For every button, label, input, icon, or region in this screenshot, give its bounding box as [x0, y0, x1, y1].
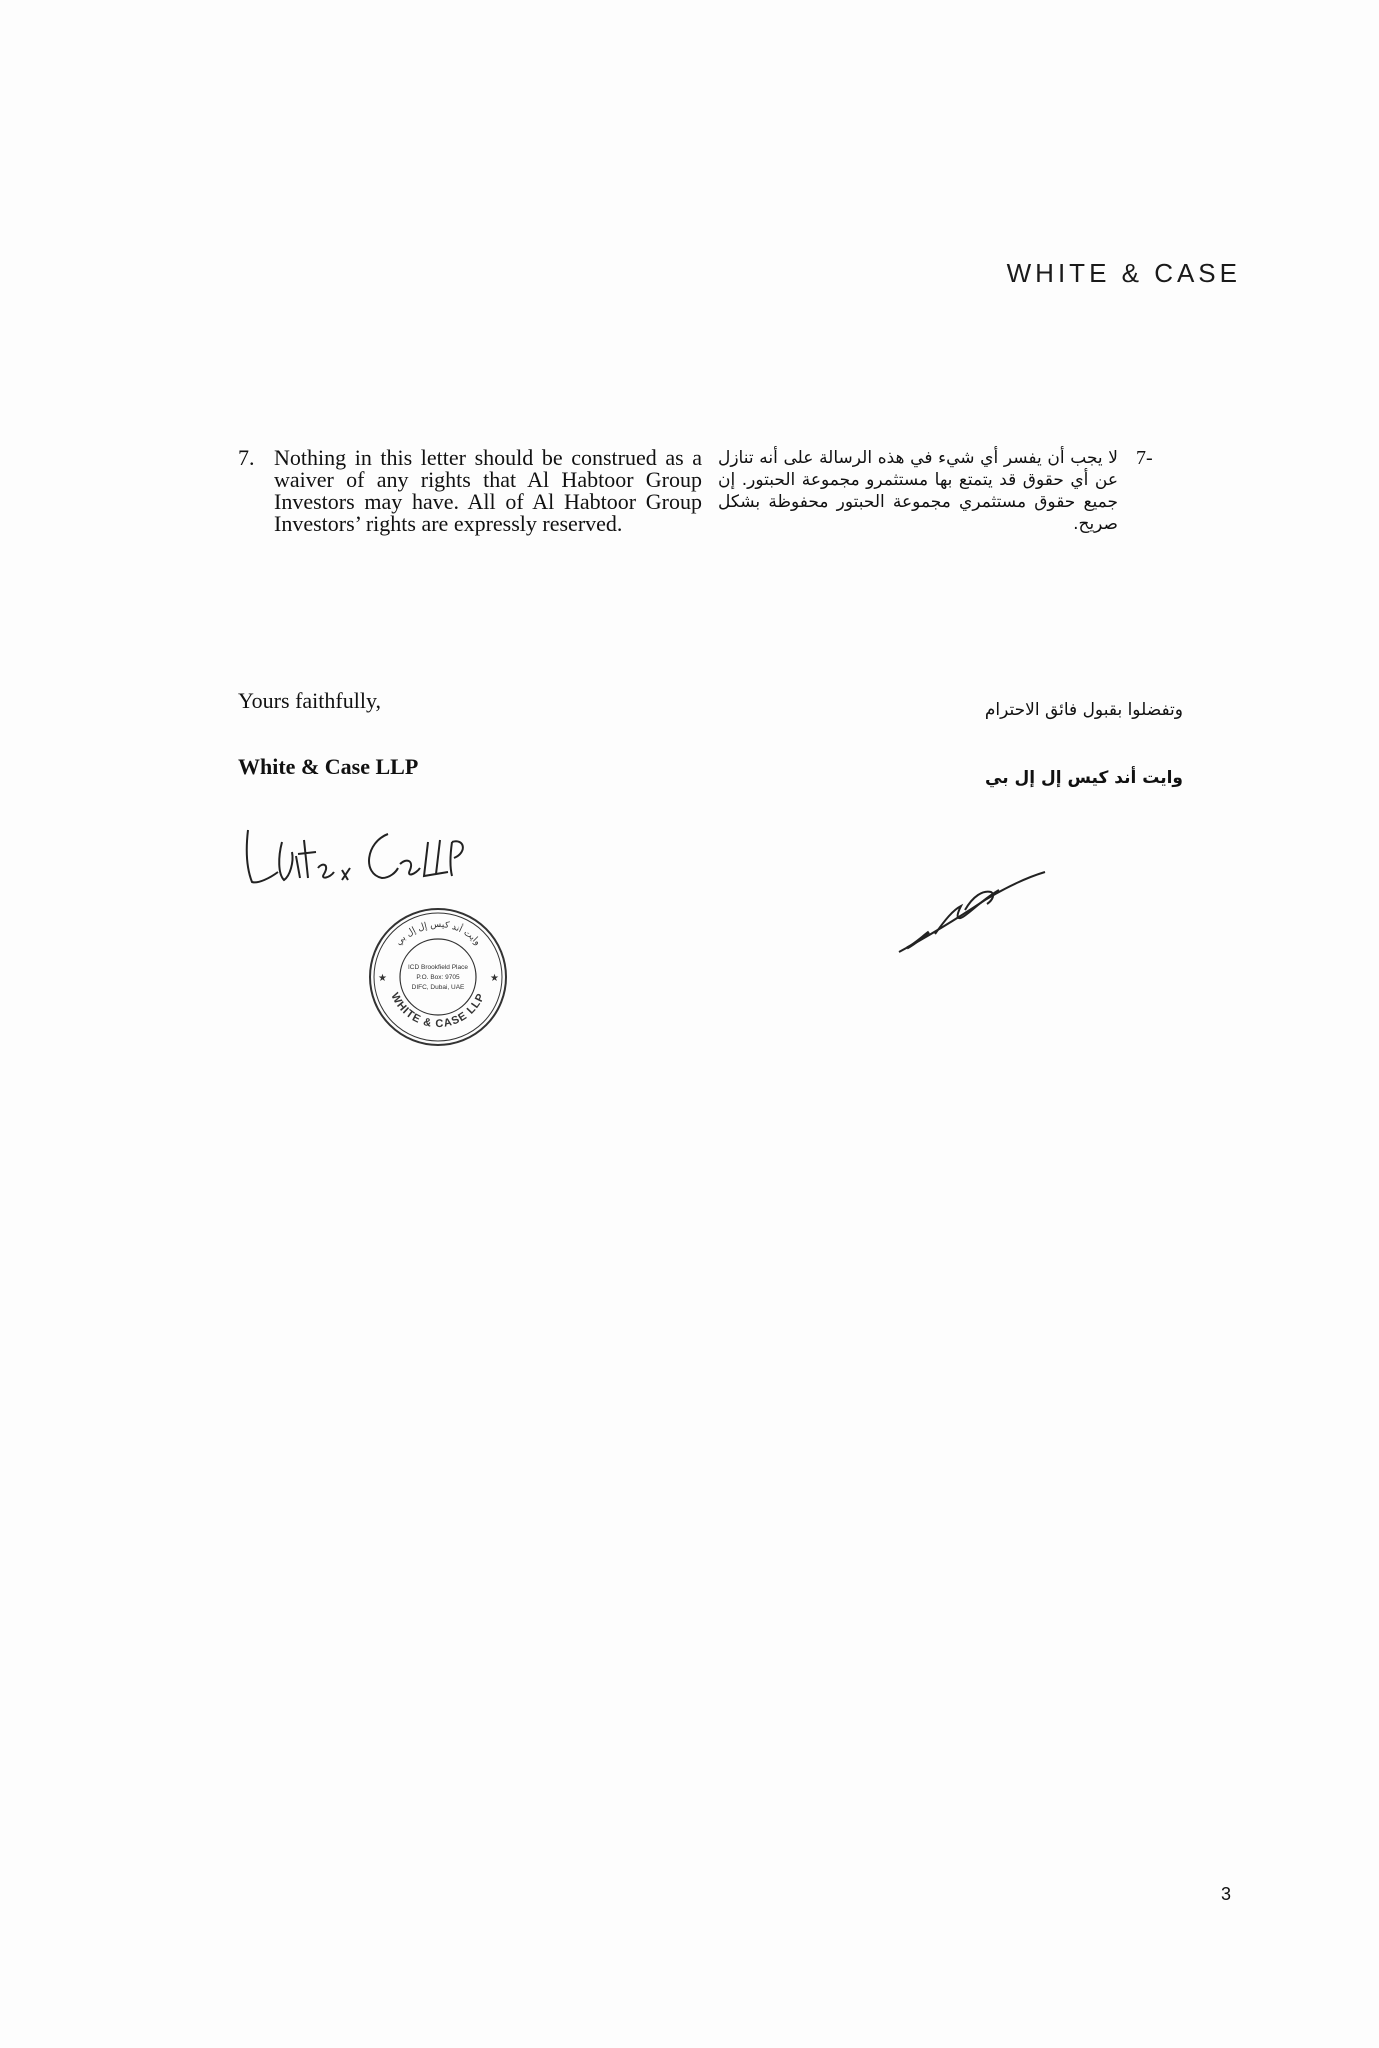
- svg-text:ICD Brookfield Place: ICD Brookfield Place: [408, 964, 468, 971]
- company-seal: [366, 905, 510, 1049]
- clause-text-en: Nothing in this letter should be construed as a waiver of any rights that Al Habtoor Group Investors may have. All of Al Habtoor Group Investors’ rights are expressly reserved.: [274, 445, 702, 536]
- firm-name-en: White & Case LLP: [238, 754, 419, 779]
- page-number: 3: [1220, 1884, 1231, 1904]
- closing-ar: وتفضلوا بقبول فائق الاحترام: [984, 700, 1183, 720]
- clause-english: [238, 447, 702, 535]
- closing-en: Yours faithfully,: [238, 688, 382, 713]
- clause-text-ar: لا يجب أن يفسر أي شيء في هذه الرسالة على أنه تنازل عن أي حقوق قد يتمتع بها مستثمرو مجموعة الحبتور. إن جميع حقوق مستثمري مجموعة الحبتور محفوظة بشكل صريح.: [718, 448, 1118, 534]
- clause-number-ar: -7: [1136, 447, 1153, 469]
- svg-text:P.O. Box: 9705: P.O. Box: 9705: [416, 974, 460, 981]
- svg-text:وايت أند كيس إل إل بي: وايت أند كيس إل إل بي: [393, 919, 483, 948]
- svg-text:★: ★: [490, 973, 499, 984]
- firm-name-ar: وايت أند كيس إل إل بي: [985, 768, 1183, 788]
- svg-text:★: ★: [378, 973, 387, 984]
- clause-number-en: 7.: [238, 445, 255, 470]
- handwritten-signature-right: [895, 860, 1055, 960]
- svg-text:DIFC, Dubai, UAE: DIFC, Dubai, UAE: [411, 984, 465, 991]
- clause-7: [238, 447, 1188, 567]
- handwritten-signature-left: [238, 812, 478, 892]
- svg-text:WHITE & CASE LLP: WHITE & CASE LLP: [388, 990, 488, 1031]
- letterhead-logo: WHITE & CASE: [1006, 258, 1241, 288]
